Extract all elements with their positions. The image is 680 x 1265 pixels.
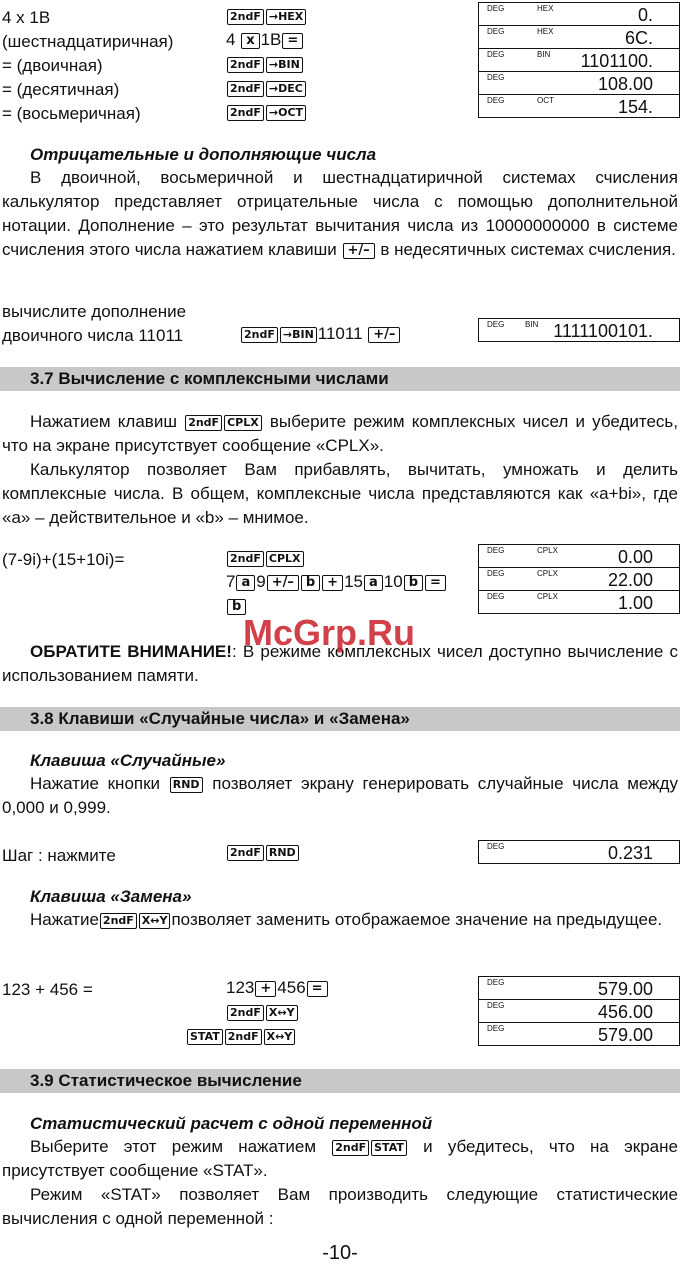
key-stat: STAT	[371, 1140, 407, 1156]
key-sequence: 7 a 9 +/– b + 15 a 10 b =	[226, 572, 447, 592]
mode-indicator: CPLX	[537, 569, 558, 578]
angle-indicator: DEG	[487, 592, 505, 601]
angle-indicator: DEG	[487, 27, 505, 36]
mode-indicator: HEX	[537, 27, 554, 36]
key-a: a	[236, 575, 255, 591]
mode-indicator: CPLX	[537, 592, 558, 601]
key-sequence: 123 + 456 =	[226, 978, 329, 998]
key-2ndf: 2ndF	[227, 551, 264, 567]
key-2ndf: 2ndF	[227, 57, 264, 73]
expr-line: = (восьмеричная)	[2, 104, 141, 123]
key-to-oct: →OCT	[266, 105, 306, 121]
key-to-bin: →BIN	[280, 327, 317, 343]
angle-indicator: DEG	[487, 842, 505, 851]
key-b: b	[404, 575, 423, 591]
section-heading: 3.9 Статистическое вычисление	[0, 1069, 680, 1093]
key-cplx: CPLX	[266, 551, 304, 567]
paragraph: Нажатие 2ndF X↔Y позволяет заменить отображаемое значение на предыдущее.	[30, 910, 663, 929]
key-2ndf: 2ndF	[332, 1140, 369, 1156]
subsection-title: Клавиша «Замена»	[30, 887, 192, 906]
calculator-display	[478, 544, 680, 614]
display-value: 579.00	[597, 1025, 653, 1045]
expr-line: = (десятичная)	[2, 80, 120, 99]
angle-indicator: DEG	[487, 96, 505, 105]
note-paragraph: ОБРАТИТЕ ВНИМАНИЕ!: В режиме комплексных чисел доступно вычисление с использованием памяти.	[2, 642, 678, 685]
key-2ndf: 2ndF	[241, 327, 278, 343]
paragraph: Выберите этот режим нажатием 2ndF STAT и убедитесь, что на экране присутствует сообщение «STAT».	[2, 1137, 678, 1180]
operand: 1B	[260, 30, 282, 49]
mode-indicator: BIN	[525, 320, 539, 329]
key-plus: +	[255, 981, 276, 997]
calculator-display	[478, 976, 680, 1046]
key-2ndf: 2ndF	[227, 9, 264, 25]
key-2ndf: 2ndF	[227, 845, 264, 861]
angle-indicator: DEG	[487, 73, 505, 82]
mode-indicator: OCT	[537, 96, 554, 105]
key-2ndf: 2ndF	[225, 1029, 262, 1045]
key-plus-minus: +/–	[343, 243, 375, 259]
operand: 11011	[317, 324, 363, 343]
key-sequence	[186, 1026, 296, 1046]
display-value: 6C.	[624, 28, 653, 48]
angle-indicator: DEG	[487, 978, 505, 987]
angle-indicator: DEG	[487, 546, 505, 555]
example-label: вычислите дополнение	[2, 302, 187, 321]
angle-indicator: DEG	[487, 569, 505, 578]
display-value: 108.00	[597, 74, 653, 94]
key-2ndf: 2ndF	[100, 913, 137, 929]
section-heading: 3.8 Клавиши «Случайные числа» и «Замена»	[0, 707, 680, 731]
key-equals: =	[307, 981, 328, 997]
key-rnd: RND	[170, 777, 203, 793]
display-value: 1101100.	[580, 51, 653, 71]
key-equals: =	[282, 33, 303, 49]
paragraph: Нажатием клавиш 2ndF CPLX выберите режим комплексных чисел и убедитесь, что на экране присутствует сообщение «CPLX».	[2, 412, 679, 455]
angle-indicator: DEG	[487, 1001, 505, 1010]
key-2ndf: 2ndF	[227, 81, 264, 97]
key-rnd: RND	[266, 845, 299, 861]
step-label: Шаг : нажмите	[2, 846, 116, 865]
section-heading: 3.7 Вычисление с комплексными числами	[0, 367, 680, 391]
display-value: 0.231	[607, 843, 653, 863]
mode-indicator: BIN	[537, 50, 551, 59]
key-cplx: CPLX	[224, 415, 262, 431]
paragraph: Нажатие кнопки RND позволяет экрану генерировать случайные числа между 0,000 и 0,999.	[2, 774, 678, 817]
key-plus-minus: +/–	[267, 575, 299, 591]
angle-indicator: DEG	[487, 1024, 505, 1033]
digit: 4	[226, 30, 236, 49]
display-value: 0.00	[617, 547, 653, 567]
key-b: b	[227, 599, 246, 615]
display-value: 1.00	[617, 593, 653, 613]
key-plus-minus: +/–	[368, 327, 400, 343]
watermark: McGrp.Ru	[243, 612, 416, 653]
calculator-display	[478, 318, 680, 342]
key-b: b	[301, 575, 320, 591]
key-to-bin: →BIN	[266, 57, 303, 73]
key-to-dec: →DEC	[266, 81, 306, 97]
paragraph: Режим «STAT» позволяет Вам производить следующие статистические вычисления с одной переменной :	[2, 1185, 678, 1228]
key-plus: +	[322, 575, 343, 591]
key-2ndf: 2ndF	[227, 1005, 264, 1021]
expr-line: 4 x 1B	[2, 8, 51, 27]
angle-indicator: DEG	[487, 4, 505, 13]
key-2ndf: 2ndF	[185, 415, 222, 431]
key-sequence	[226, 548, 305, 568]
paragraph: В двоичной, восьмеричной и шестнадцатиричной системах счисления калькулятор представляет отрицательные числа с помощью дополнительной нотации. Дополнение – это результат вычитания числа из 10000000000 в системе счисления этого числа нажатием клавиши +/– в недесятичных системах счисления.	[2, 168, 678, 259]
expr-line: = (двоичная)	[2, 56, 103, 75]
display-value: 1111100101.	[553, 321, 653, 341]
paragraph: Калькулятор позволяет Вам прибавлять, вычитать, умножать и делить комплексные числа. В общем, комплексные числа представляются как «a+bi», где «a» – действительное и «b» – мнимое.	[2, 460, 678, 527]
key-stat: STAT	[187, 1029, 223, 1045]
display-value: 0.	[637, 5, 653, 25]
subsection-title: Статистический расчет с одной переменной	[30, 1114, 433, 1133]
key-multiply: x	[241, 33, 259, 49]
key-swap-xy: X↔Y	[264, 1029, 296, 1045]
display-value: 579.00	[597, 979, 653, 999]
calculator-display	[478, 840, 680, 864]
angle-indicator: DEG	[487, 320, 505, 329]
key-to-hex: →HEX	[266, 9, 306, 25]
key-2ndf: 2ndF	[227, 105, 264, 121]
key-equals: =	[425, 575, 446, 591]
display-value: 22.00	[607, 570, 653, 590]
mode-indicator: HEX	[537, 4, 554, 13]
key-swap-xy: X↔Y	[139, 913, 171, 929]
key-sequence	[240, 324, 401, 344]
expression: (7-9i)+(15+10i)=	[2, 550, 125, 569]
key-a: a	[364, 575, 383, 591]
display-value: 456.00	[597, 1002, 653, 1022]
expression: 123 + 456 =	[2, 980, 93, 999]
page-number: -10-	[322, 1242, 358, 1264]
angle-indicator: DEG	[487, 50, 505, 59]
key-swap-xy: X↔Y	[266, 1005, 298, 1021]
example-label: двоичного числа 11011	[2, 326, 184, 345]
expr-line: (шестнадцатиричная)	[2, 32, 174, 51]
calculator-display	[478, 2, 680, 118]
subsection-title: Отрицательные и дополняющие числа	[30, 145, 377, 164]
mode-indicator: CPLX	[537, 546, 558, 555]
display-value: 154.	[617, 97, 653, 117]
subsection-title: Клавиша «Случайные»	[30, 751, 226, 770]
key-sequence	[226, 842, 300, 862]
key-sequence	[226, 1002, 299, 1022]
